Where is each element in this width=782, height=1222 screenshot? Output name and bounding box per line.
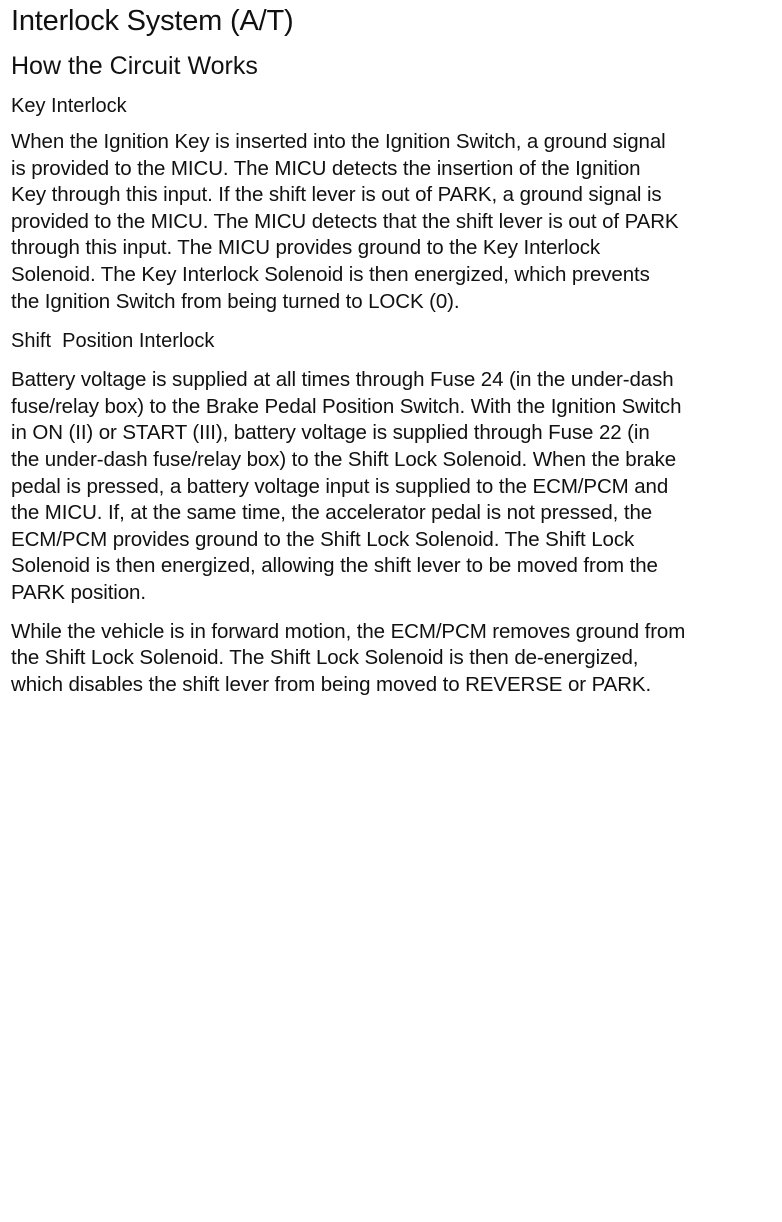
text-line: in ON (II) or START (III), battery voltage is supplied through Fuse 22 (in [11, 421, 650, 445]
text-line: through this input. The MICU provides ground to the Key Interlock [11, 236, 601, 260]
text-line: the Ignition Switch from being turned to LOCK (0). [11, 289, 460, 313]
text-line: Solenoid is then energized, allowing the shift lever to be moved from the [11, 554, 658, 578]
text-line: the Shift Lock Solenoid. The Shift Lock Solenoid is then de-energized, [11, 646, 639, 670]
text-line: While the vehicle is in forward motion, the ECM/PCM removes ground from [11, 619, 686, 643]
text-line: pedal is pressed, a battery voltage input is supplied to the ECM/PCM and [11, 474, 669, 498]
document-page [11, 0, 771, 698]
text-line: Key through this input. If the shift lever is out of PARK, a ground signal is [11, 183, 662, 207]
text-line: the MICU. If, at the same time, the accelerator pedal is not pressed, the [11, 501, 653, 525]
text-line: the under-dash fuse/relay box) to the Shift Lock Solenoid. When the brake [11, 447, 677, 471]
text-line: Battery voltage is supplied at all times through Fuse 24 (in the under-dash [11, 368, 674, 392]
text-line: Solenoid. The Key Interlock Solenoid is then energized, which prevents [11, 262, 650, 286]
text-line: fuse/relay box) to the Brake Pedal Position Switch. With the Ignition Switch [11, 394, 682, 418]
text-line: ECM/PCM provides ground to the Shift Lock Solenoid. The Shift Lock [11, 527, 635, 551]
document-subtitle: How the Circuit Works [11, 52, 258, 80]
text-line: When the Ignition Key is inserted into the Ignition Switch, a ground signal [11, 130, 666, 153]
paragraph-shift-interlock-1 [11, 367, 771, 606]
document-title: Interlock System (A/T) [11, 5, 294, 37]
section-heading-shift-position-interlock: Shift Position Interlock [11, 330, 215, 353]
text-line: is provided to the MICU. The MICU detects the insertion of the Ignition [11, 156, 641, 180]
section-heading-key-interlock: Key Interlock [11, 95, 127, 117]
paragraph-shift-interlock-2 [11, 619, 771, 699]
paragraph-key-interlock [11, 129, 771, 315]
text-line: provided to the MICU. The MICU detects that the shift lever is out of PARK [11, 209, 679, 233]
text-line: PARK position. [11, 580, 146, 604]
text-line: which disables the shift lever from being moved to REVERSE or PARK. [11, 672, 652, 696]
